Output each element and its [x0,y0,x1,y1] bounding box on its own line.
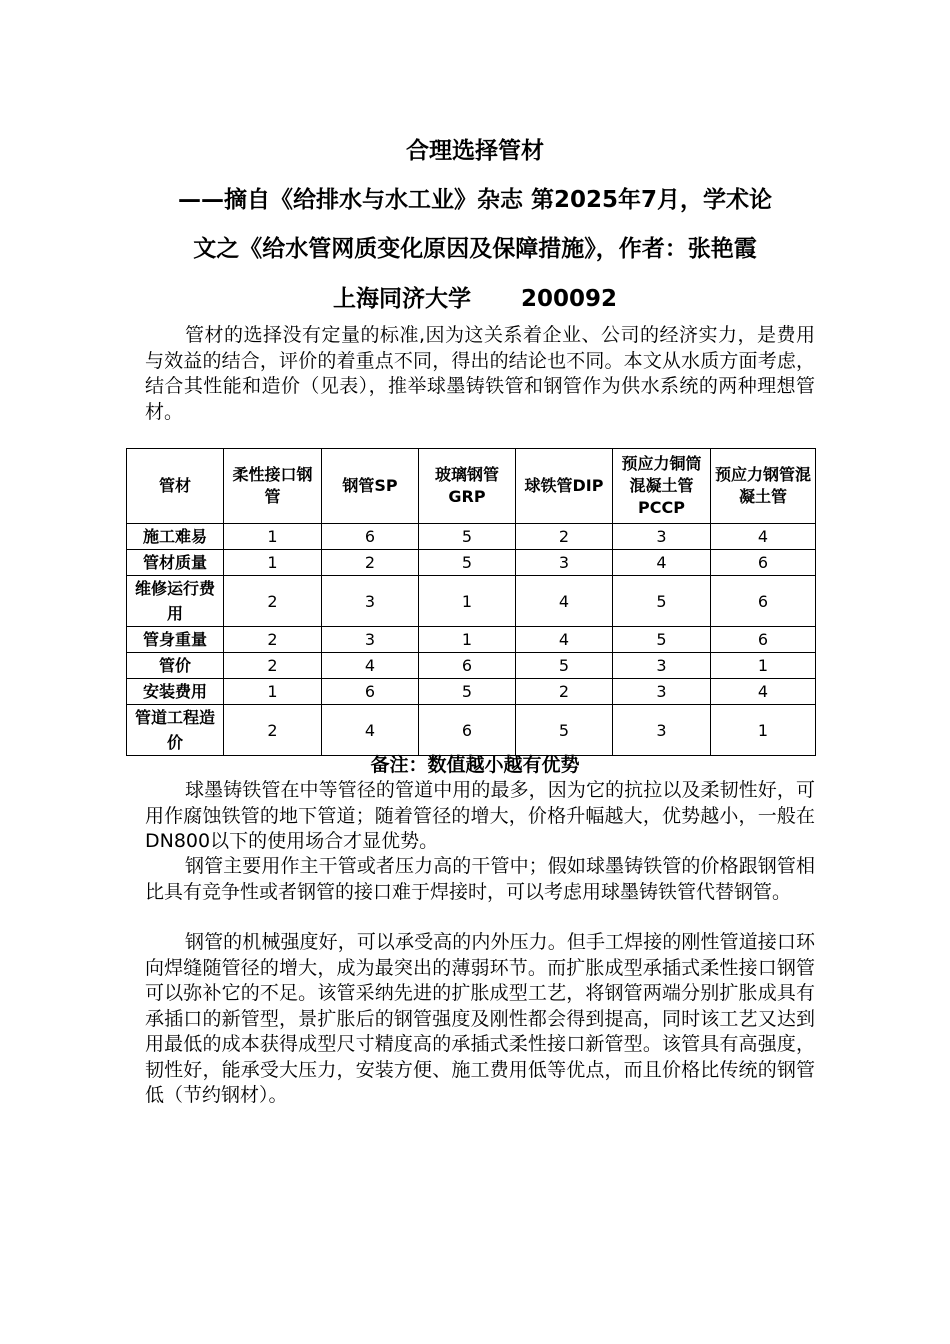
table-cell: 6 [419,653,516,679]
table-cell: 6 [322,679,419,705]
table-cell: 4 [516,576,613,627]
postcode: 200092 [520,286,618,312]
subtitle-line-1: ——摘自《给排水与水工业》杂志 第2025年7月，学术论 [177,187,773,213]
document-title: 合理选择管材 [406,138,544,164]
table-cell: 6 [711,627,816,653]
table-cell: 5 [419,679,516,705]
pipe-comparison-table [126,448,816,756]
table-row [127,679,816,705]
table-cell: 3 [322,576,419,627]
table-row [127,705,816,756]
header-cell: 球铁管DIP [516,449,613,524]
table-cell: 1 [224,524,322,550]
table-cell: 4 [322,653,419,679]
table-header-row [127,449,816,524]
table-cell: 1 [224,550,322,576]
header-cell: 钢管SP [322,449,419,524]
table-cell: 2 [224,627,322,653]
table-cell: 6 [322,524,419,550]
table-row [127,576,816,627]
table-cell: 5 [516,653,613,679]
table-row [127,653,816,679]
table-cell: 2 [224,705,322,756]
table-cell: 2 [516,679,613,705]
header-cell: 柔性接口钢管 [224,449,322,524]
institution-name: 上海同济大学 [332,286,471,312]
table-cell: 3 [613,653,711,679]
table-cell: 3 [516,550,613,576]
table-cell: 6 [419,705,516,756]
table-cell: 2 [224,653,322,679]
table-cell: 3 [322,627,419,653]
body-paragraph: 球墨铸铁管在中等管径的管道中用的最多，因为它的抗拉以及柔韧性好，可用作腐蚀铁管的地下管道；随着管径的增大，价格升幅越大，优势越小，一般在DN800以下的使用场合才显优势。 [145,779,815,852]
table-cell: 5 [419,550,516,576]
row-label: 施工难易 [127,524,224,550]
table-cell: 4 [516,627,613,653]
row-label: 维修运行费用 [127,576,224,627]
table-cell: 4 [322,705,419,756]
table-row [127,550,816,576]
header-cell: 预应力铜筒混凝土管PCCP [613,449,711,524]
table-row [127,524,816,550]
table-cell: 4 [711,679,816,705]
table-cell: 2 [516,524,613,550]
table-cell: 2 [224,576,322,627]
table-cell: 1 [419,576,516,627]
table-cell: 5 [419,524,516,550]
table-cell: 1 [419,627,516,653]
header-cell: 玻璃钢管GRP [419,449,516,524]
table-cell: 4 [613,550,711,576]
header-cell: 管材 [127,449,224,524]
body-paragraph: 钢管主要用作主干管或者压力高的干管中；假如球墨铸铁管的价格跟钢管相比具有竞争性或者钢管的接口难于焊接时，可以考虑用球墨铸铁管代替钢管。 [145,855,815,903]
table-cell: 5 [516,705,613,756]
table-cell: 6 [711,550,816,576]
row-label: 管价 [127,653,224,679]
table-cell: 1 [224,679,322,705]
table-cell: 1 [711,705,816,756]
table-cell: 5 [613,627,711,653]
row-label: 管身重量 [127,627,224,653]
table-note: 备注：数值越小越有优势 [370,754,580,776]
header-cell: 预应力钢管混凝土管 [711,449,816,524]
intro-paragraph: 管材的选择没有定量的标准,因为这关系着企业、公司的经济实力，是费用与效益的结合，评价的着重点不同，得出的结论也不同。本文从水质方面考虑，结合其性能和造价（见表），推举球墨铸铁管和钢管作为供水系统的两种理想管材。 [145,324,815,423]
table-cell: 4 [711,524,816,550]
subtitle-line-2: 文之《给水管网质变化原因及保障措施》，作者：张艳霞 [193,236,757,262]
table-cell: 6 [711,576,816,627]
body-paragraph: 钢管的机械强度好，可以承受高的内外压力。但手工焊接的刚性管道接口环向焊缝随管径的增大，成为最突出的薄弱环节。而扩胀成型承插式柔性接口钢管可以弥补它的不足。该管采纳先进的扩胀成型工艺，将钢管两端分别扩胀成具有承插口的新管型，景扩胀后的钢管强度及刚性都会得到提高，同时该工艺又达到用最低的成本获得成型尺寸精度高的承插式柔性接口新管型。该管具有高强度，韧性好，能承受大压力，安装方便、施工费用低等优点，而且价格比传统的钢管低（节约钢材）。 [145,931,815,1106]
table-row [127,627,816,653]
table-cell: 5 [613,576,711,627]
table-cell: 1 [711,653,816,679]
row-label: 管材质量 [127,550,224,576]
table-cell: 2 [322,550,419,576]
row-label: 安装费用 [127,679,224,705]
table-cell: 3 [613,679,711,705]
author-affiliation [0,284,950,314]
table-cell: 3 [613,524,711,550]
table-cell: 3 [613,705,711,756]
row-label: 管道工程造价 [127,705,224,756]
